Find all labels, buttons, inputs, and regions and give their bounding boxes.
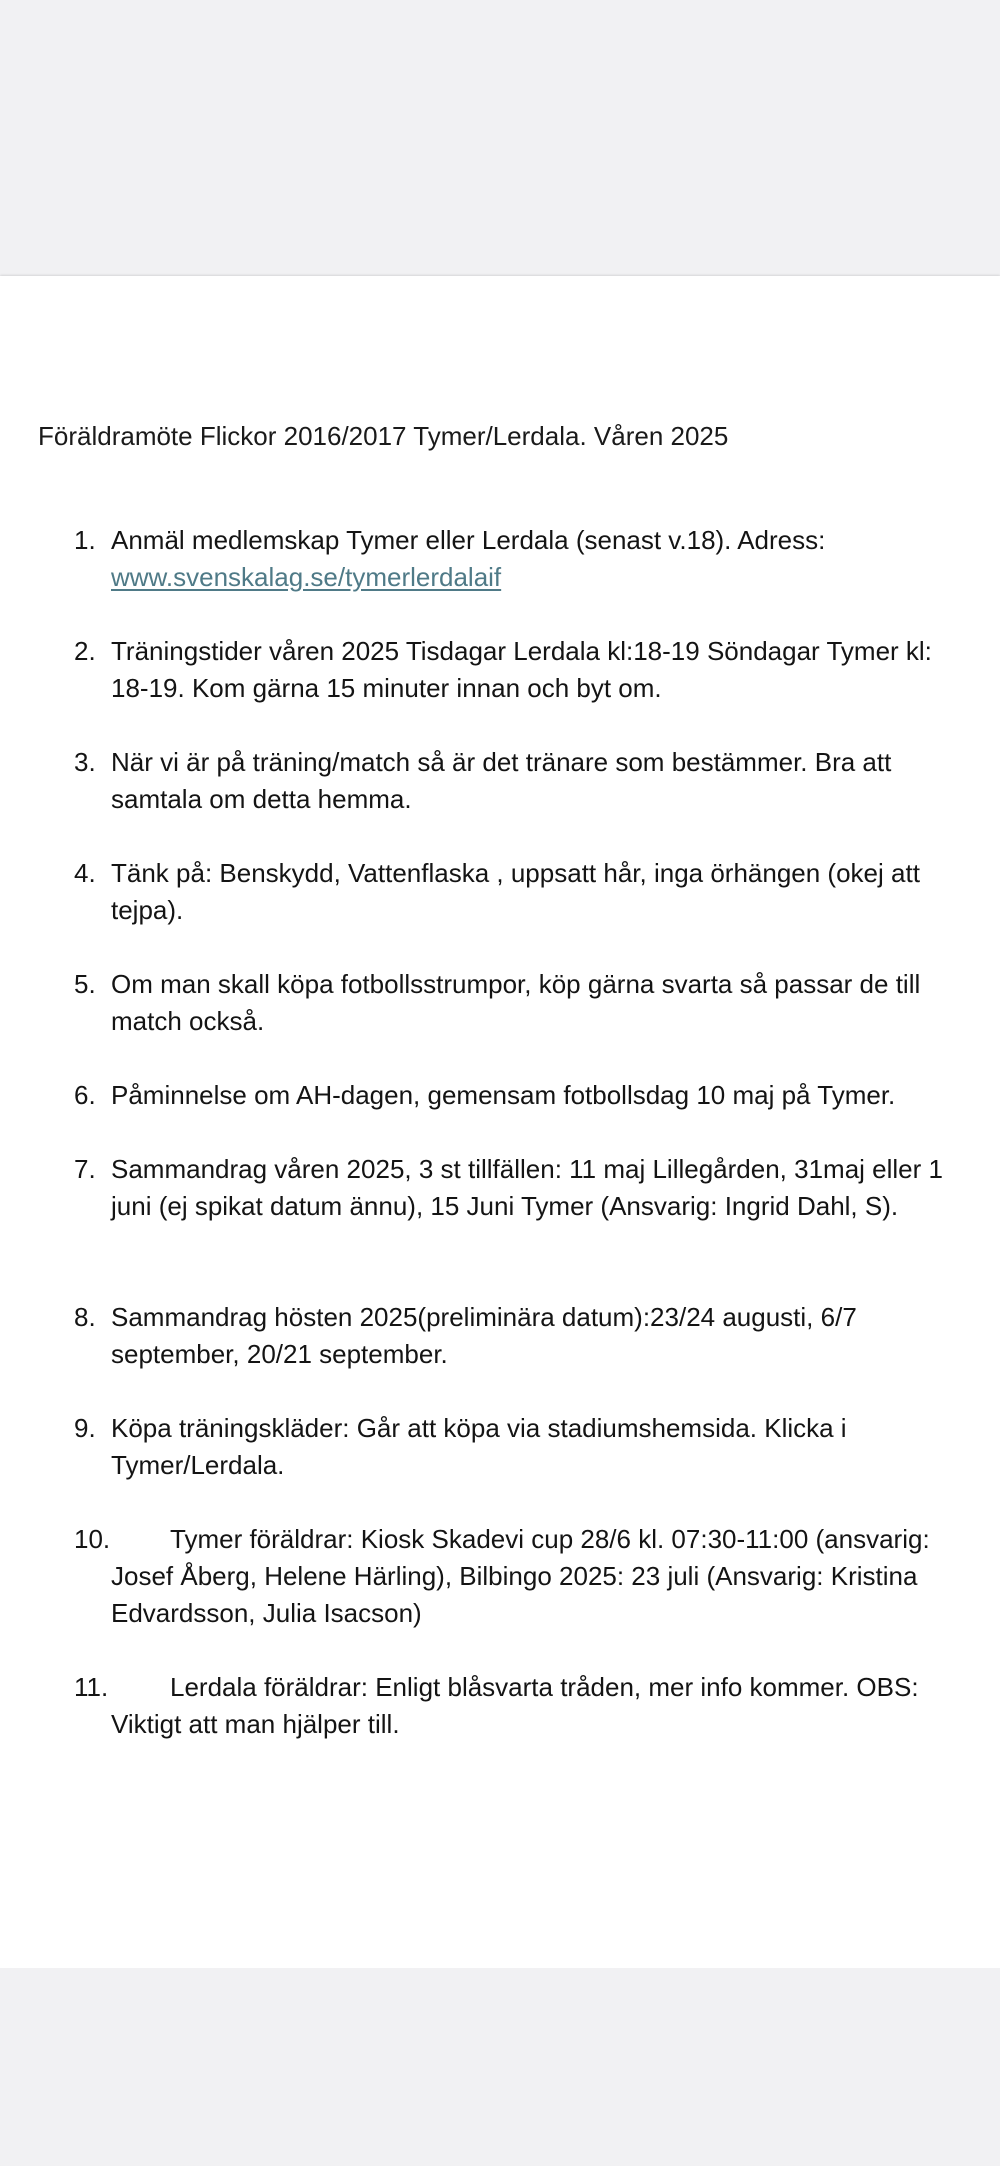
list-item-number: 8. (74, 1302, 96, 1332)
signup-link[interactable]: www.svenskalag.se/tymerlerdalaif (111, 562, 502, 592)
viewer-background-top (0, 0, 1000, 276)
list-item-text (111, 522, 961, 596)
list-item-number: 11. (74, 1672, 109, 1702)
list-item-text: Sammandrag våren 2025, 3 st tillfällen: 11 maj Lillegården, 31maj eller 1 juni (ej spikat datum ännu), 15 Juni Tymer (Ansvarig: Ingrid Dahl, S). (111, 1154, 943, 1221)
list-item-number: 9. (74, 1413, 96, 1443)
list-item-text: Tänk på: Benskydd, Vattenflaska , uppsatt hår, inga örhängen (okej att tejpa). (111, 858, 920, 925)
viewer-background-bottom (0, 1968, 1000, 2166)
list-item-number: 3. (74, 747, 96, 777)
list-item-text: Köpa träningskläder: Går att köpa via stadiumshemsida. Klicka i Tymer/Lerdala. (111, 1413, 847, 1480)
list-item-text: Påminnelse om AH-dagen, gemensam fotbollsdag 10 maj på Tymer. (111, 1080, 896, 1110)
list-item-text: Sammandrag hösten 2025(preliminära datum):23/24 augusti, 6/7 september, 20/21 september. (111, 1302, 857, 1369)
list-item-text: Om man skall köpa fotbollsstrumpor, köp gärna svarta så passar de till match också. (111, 969, 921, 1036)
list-item-text-content: Anmäl medlemskap Tymer eller Lerdala (senast v.18). Adress: (111, 525, 826, 555)
list-item-number: 7. (74, 1154, 96, 1184)
list-item-number: 10. (74, 1524, 111, 1554)
list-item-number: 4. (74, 858, 96, 888)
list-item-number: 2. (74, 636, 96, 666)
list-item-text: Träningstider våren 2025 Tisdagar Lerdala kl:18-19 Söndagar Tymer kl: 18-19. Kom gärna 15 minuter innan och byt om. (111, 636, 932, 703)
list-item-text: Lerdala föräldrar: Enligt blåsvarta tråden, mer info kommer. OBS: Viktigt att man hjälper till. (111, 1672, 919, 1739)
list-item-number: 1. (74, 525, 96, 555)
list-item-text: Tymer föräldrar: Kiosk Skadevi cup 28/6 kl. 07:30-11:00 (ansvarig: Josef Åberg, Helene Härling), Bilbingo 2025: 23 juli (Ansvarig: Kristina Edvardsson, Julia Isacson) (111, 1524, 930, 1628)
list-item-number: 6. (74, 1080, 96, 1110)
document-title: Föräldramöte Flickor 2016/2017 Tymer/Lerdala. Våren 2025 (38, 421, 729, 451)
list-item-number: 5. (74, 969, 96, 999)
list-item-text: När vi är på träning/match så är det tränare som bestämmer. Bra att samtala om detta hemma. (111, 747, 892, 814)
